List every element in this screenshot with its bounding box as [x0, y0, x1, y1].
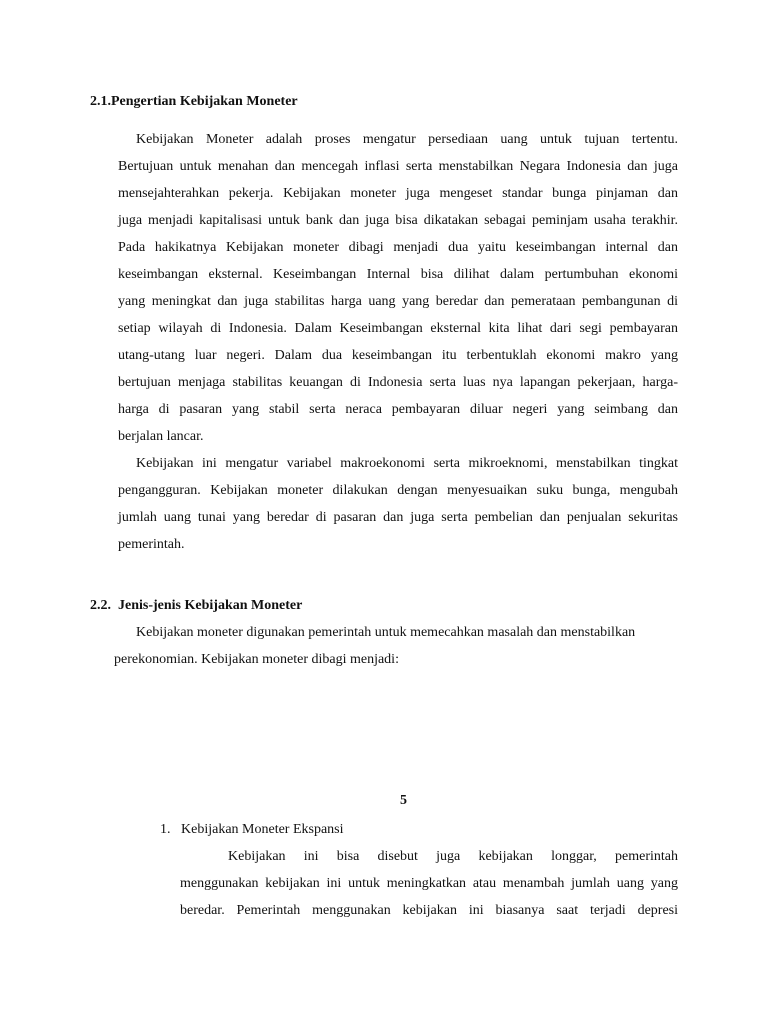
paragraph-line: utang-utang luar negeri. Dalam dua keseimbangan itu terbentuklah ekonomi makro yang — [118, 348, 678, 363]
paragraph-line: Kebijakan moneter digunakan pemerintah untuk memecahkan masalah dan menstabilkan — [136, 625, 636, 640]
paragraph-line: harga di pasaran yang stabil serta neraca pembayaran diluar negeri yang seimbang dan — [118, 402, 678, 417]
paragraph-line: juga menjadi kapitalisasi untuk bank dan juga bisa dikatakan sebagai peminjam usaha terakhir. — [118, 213, 678, 228]
page-number: 5 — [400, 793, 407, 808]
paragraph-line: Kebijakan Moneter adalah proses mengatur persediaan uang untuk tujuan tertentu. — [136, 132, 678, 147]
paragraph-line: Kebijakan ini mengatur variabel makroekonomi serta mikroeknomi, menstabilkan tingkat — [136, 456, 678, 471]
paragraph-line: perekonomian. Kebijakan moneter dibagi menjadi: — [114, 652, 399, 667]
section-heading-2-1: 2.1.Pengertian Kebijakan Moneter — [90, 94, 298, 109]
paragraph-line: berjalan lancar. — [118, 429, 204, 444]
paragraph-line: Pada hakikatnya Kebijakan moneter dibagi menjadi dua yaitu keseimbangan internal dan — [118, 240, 678, 255]
list-item-title: 1. Kebijakan Moneter Ekspansi — [160, 822, 344, 837]
paragraph-line: menggunakan kebijakan ini untuk meningkatkan atau menambah jumlah uang yang — [180, 876, 678, 891]
paragraph-line: bertujuan menjaga stabilitas keuangan di Indonesia serta luas nya lapangan pekerjaan, harga- — [118, 375, 678, 390]
paragraph-line: Bertujuan untuk menahan dan mencegah inflasi serta menstabilkan Negara Indonesia dan juga — [118, 159, 678, 174]
section-heading-2-2: 2.2. Jenis-jenis Kebijakan Moneter — [90, 598, 303, 613]
paragraph-line: Kebijakan ini bisa disebut juga kebijakan longgar, pemerintah — [228, 849, 678, 864]
paragraph-line: beredar. Pemerintah menggunakan kebijakan ini biasanya saat terjadi depresi — [180, 903, 678, 918]
paragraph-line: mensejahterahkan pekerja. Kebijakan moneter juga mengeset standar bunga pinjaman dan — [118, 186, 678, 201]
paragraph-line: setiap wilayah di Indonesia. Dalam Keseimbangan eksternal kita lihat dari segi pembayaran — [118, 321, 678, 336]
paragraph-line: pemerintah. — [118, 537, 185, 552]
paragraph-line: jumlah uang tunai yang beredar di pasaran dan juga serta pembelian dan penjualan sekuritas — [118, 510, 678, 525]
paragraph-line: yang meningkat dan juga stabilitas harga uang yang beredar dan pemerataan pembangunan di — [118, 294, 678, 309]
paragraph-line: pengangguran. Kebijakan moneter dilakukan dengan menyesuaikan suku bunga, mengubah — [118, 483, 678, 498]
paragraph-line: keseimbangan eksternal. Keseimbangan Internal bisa dilihat dalam pertumbuhan ekonomi — [118, 267, 678, 282]
